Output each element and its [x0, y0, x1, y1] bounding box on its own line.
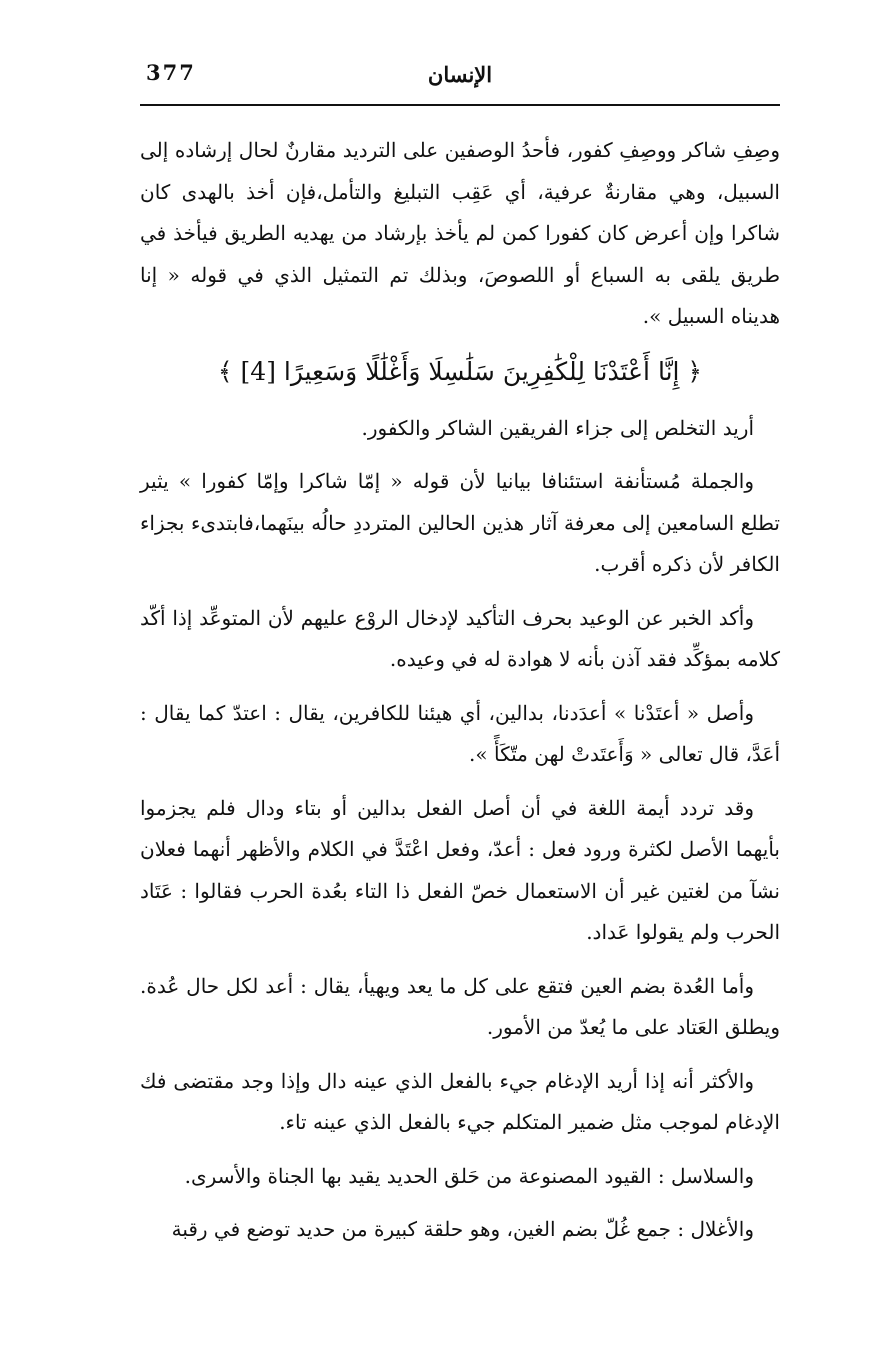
running-title: الإنسان: [427, 62, 493, 87]
paragraph-8: والأكثر أنه إذا أريد الإدغام جيء بالفعل الذي عينه دال وإذا وجد مقتضى فك الإدغام لموجب مثل ضمير المتكلم جيء بالفعل الذي عينه تاء.: [140, 1068, 780, 1134]
paragraph-1: وصِفِ شاكر ووصِفِ كفور، فأحدُ الوصفين على الترديد مقارنٌ لحال إرشاده إلى السبيل، وهي مقارنةٌ عرفية، أي عَقِب التبليغ والتأمل،فإن أخذ بالهدى كان شاكرا وإن أعرض كان كفورا كمن لم يأخذ بإرشاد من يهديه الطريق فيأخذ في طريق يلقى به السباع أو اللصوصَ، وبذلك تم التمثيل الذي في قوله « إنا هديناه السبيل ».: [140, 138, 780, 328]
paragraph-10: والأغلال : جمع غُلّ بضم الغين، وهو حلقة كبيرة من حديد توضع في رقبة: [171, 1217, 754, 1241]
quran-verse: ﴿ إِنَّا أَعْتَدْنَا لِلْكَٰفِرِينَ سَلَٰسِلَا وَأَغْلَٰلًا وَسَعِيرًا [4] ﴾: [217, 356, 703, 386]
paragraph-3: والجملة مُستأنفة استئنافا بيانيا لأن قوله « إمّا شاكرا وإمّا كفورا » يثير تطلع السامعين إلى معرفة آثار هذين الحالين المترددِ حالُه بينَهما،فابتدىء بجزاء الكافر لأن ذكره أقرب.: [140, 469, 780, 576]
page-header: [140, 52, 780, 102]
paragraph-2: أريد التخلص إلى جزاء الفريقين الشاكر والكفور.: [361, 415, 754, 440]
paragraph-5: وأصل « أعتَدْنا » أعدَدنا، بدالين، أي هيئنا للكافرين، يقال : اعتدّ كما يقال : أعَدَّ، قال تعالى « وَأَعتَدتْ لهن متّكَأً ».: [140, 700, 780, 766]
paragraph-7: وأما العُدة بضم العين فتقع على كل ما يعد ويهيأ، يقال : أعد لكل حال عُدة. ويطلق العَتاد على ما يُعدّ من الأمور.: [140, 973, 780, 1039]
paragraph-9: والسلاسل : القيود المصنوعة من حَلق الحديد يقيد بها الجناة والأسرى.: [184, 1163, 754, 1188]
header-divider: [140, 104, 780, 106]
paragraph-6: وقد تردد أيمة اللغة في أن أصل الفعل بدالين أو بتاء ودال فلم يجزموا بأيهما الأصل لكثرة ورود فعل : أعدّ، وفعل اعْتَدَّ في الكلام والأظهر أنهما فعلان نشآ من لغتين غير أن الاستعمال خصّ الفعل ذا التاء بعُدة الحرب فقالوا : عَتَاد الحرب ولم يقولوا عَداد.: [140, 795, 780, 944]
paragraph-4: وأكد الخبر عن الوعيد بحرف التأكيد لإدخال الروْع عليهم لأن المتوعِّد إذا أكّد كلامه بمؤكِّد فقد آذن بأنه لا هوادة له في وعيده.: [140, 605, 780, 671]
page-body: [140, 130, 780, 1263]
page-number: 377: [146, 60, 196, 85]
